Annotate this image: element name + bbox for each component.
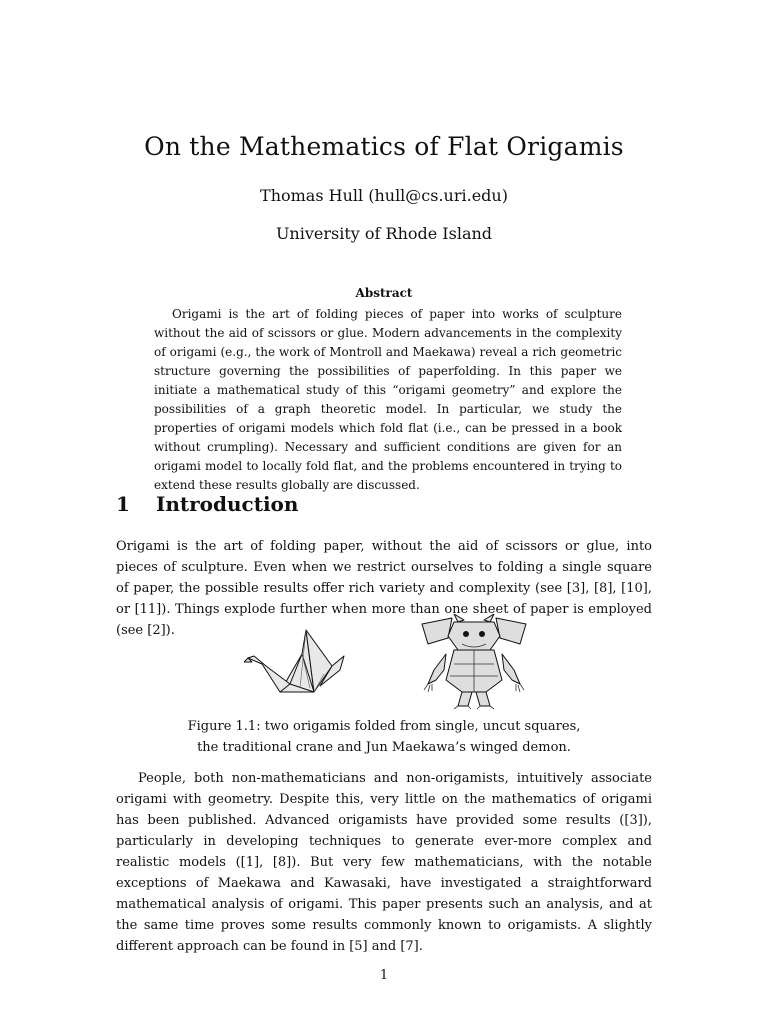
section-number: 1 <box>116 492 130 516</box>
paper-title: On the Mathematics of Flat Origamis <box>144 132 624 161</box>
intro-paragraph-2: People, both non-mathematicians and non-origamists, intuitively associate origami with geometry. Despite this, very little on the mathematics of origami has been published. Advanced origamists have provided some results ([3]), particularly in developing techniques to generate ever-more complex and realistic models ([1], [8]). But very few mathematicians, with the notable exceptions of Maekawa and Kawasaki, have investigated a straightforward mathematical analysis of origami. This paper presents such an analysis, and at the same time proves some results commonly known to origamists. A slightly different approach can be found in [5] and [7]. <box>116 771 652 954</box>
author-line: Thomas Hull (hull@cs.uri.edu) <box>260 186 508 205</box>
intro-paragraph-1: Origami is the art of folding paper, without the aid of scissors or glue, into pieces of sculpture. Even when we restrict ourselves to folding a single square of paper, the possible results offer rich variety and complexity (see [3], [8], [10], or [11]). Things explode further when more than one sheet of paper is employed (see [2]). <box>116 539 652 638</box>
figure-caption <box>0 716 768 758</box>
abstract-body: Origami is the art of folding pieces of paper into works of sculpture without the aid of scissors or glue. Modern advancements in the complexity of origami (e.g., the work of Montroll and Maekawa) reveal a rich geometric structure governing the possibilities of paperfolding. In this paper we initiate a mathematical study of this “origami geometry” and explore the possibilities of a graph theoretic model. In particular, we study the properties of origami models which fold flat (i.e., can be pressed in a book without crumpling). Necessary and sufficient conditions are given for an origami model to locally fold flat, and the problems encountered in trying to extend these results globally are discussed. <box>154 307 622 492</box>
winged-demon-illustration <box>414 614 534 710</box>
abstract-heading: Abstract <box>355 286 413 300</box>
figure-caption-line-2: the traditional crane and Jun Maekawa’s winged demon. <box>197 740 571 755</box>
page-number: 1 <box>379 968 389 983</box>
crane-illustration <box>244 626 350 698</box>
figure-caption-line-1: Figure 1.1: two origamis folded from single, uncut squares, <box>187 719 581 734</box>
affiliation-line: University of Rhode Island <box>275 224 493 243</box>
section-title: Introduction <box>156 492 299 516</box>
section-heading <box>116 492 298 516</box>
